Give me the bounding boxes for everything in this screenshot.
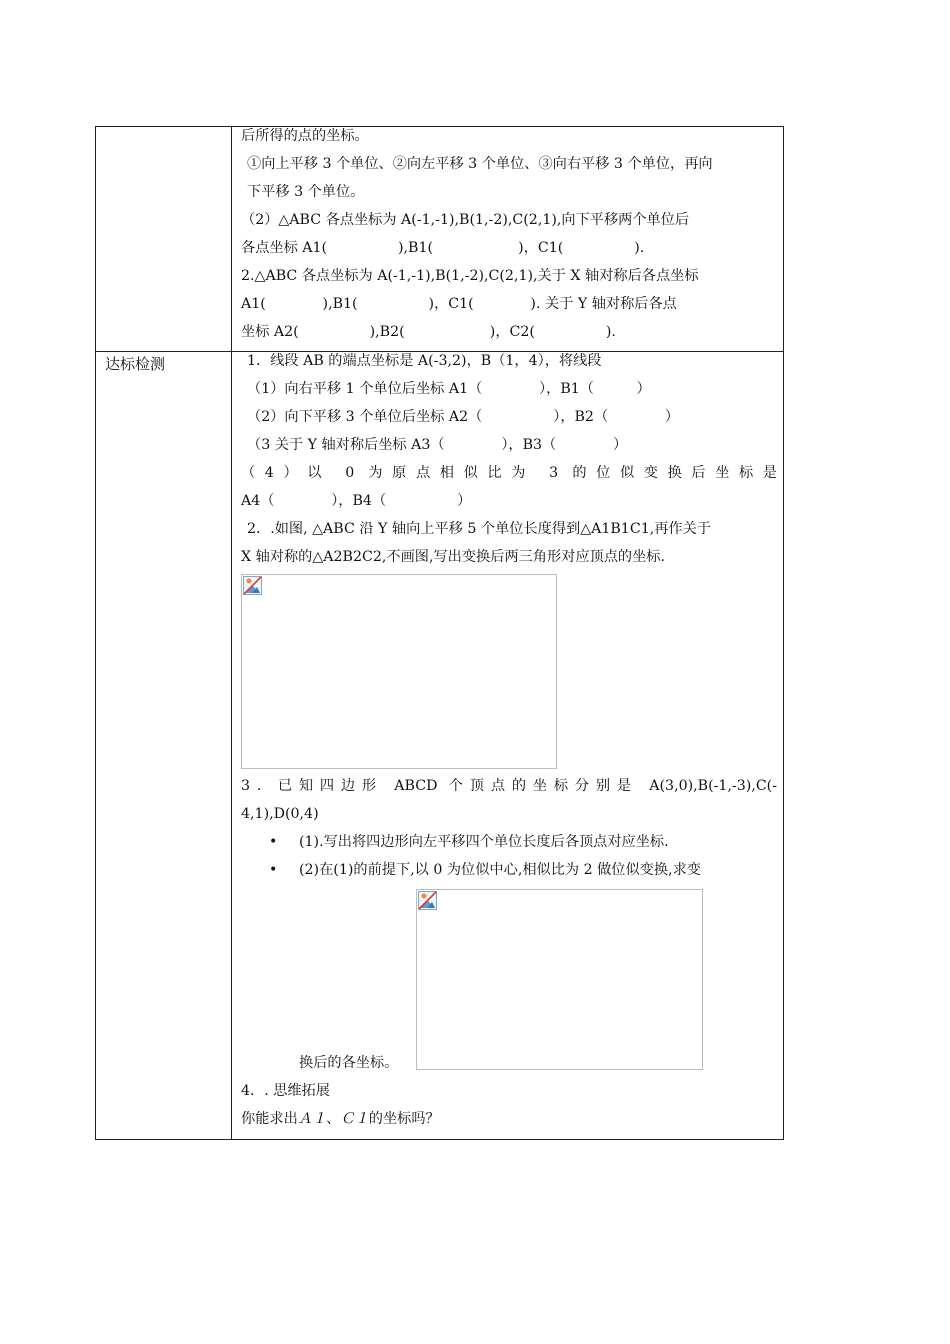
text-line: （2）△ABC 各点坐标为 A(-1,-1),B(1,-2),C(2,1),向下平移两个单位后 bbox=[241, 212, 690, 228]
text-line: A1( ),B1( )，C1( ). 关于 Y 轴对称后各点 bbox=[241, 296, 677, 312]
text-line: 2.△ABC 各点坐标为 A(-1,-1),B(1,-2),C(2,1),关于 X 轴对称后各点坐标 bbox=[241, 268, 699, 284]
question-4-title: 4．. 思维拓展 bbox=[241, 1083, 330, 1099]
question-1: 1．线段 AB 的端点坐标是 A(-3,2)，B（1，4），将线段 bbox=[247, 353, 602, 369]
top-cell-content bbox=[241, 122, 777, 346]
question-1-part-2: （2）向下平移 3 个单位后坐标 A2（ ），B2（ ） bbox=[247, 409, 680, 425]
bottom-cell-content bbox=[241, 347, 777, 571]
question-3-line-2: 4,1),D(0,4) bbox=[241, 806, 319, 822]
broken-image-icon bbox=[243, 576, 262, 595]
question-1-part-4-answer: A4（ ），B4（ ） bbox=[241, 493, 472, 509]
text-line: 各点坐标 A1( ),B1( )，C1( ). bbox=[241, 240, 645, 256]
question-4-prompt bbox=[241, 1105, 777, 1133]
question-3-part-2: (2)在(1)的前提下,以 0 为位似中心,相似比为 2 做位似变换,求变 bbox=[299, 862, 701, 878]
point-c1: Ｃ１ bbox=[340, 1111, 369, 1127]
question-1-part-3: （3 关于 Y 轴对称后坐标 A3（ ），B3（ ） bbox=[247, 437, 628, 453]
question-2-line-1: 2．.如图, △ABC 沿 Y 轴向上平移 5 个单位长度得到△A1B1C1,再作关于 bbox=[247, 521, 711, 537]
text-line: 坐标 A2( ),B2( )，C2( ). bbox=[241, 324, 616, 340]
bullet-marker: • bbox=[269, 834, 278, 850]
column-divider bbox=[231, 127, 232, 1139]
question-3-part-2-end: 换后的各坐标。 bbox=[299, 1055, 399, 1071]
figure-placeholder bbox=[241, 574, 557, 769]
question-2-line-2: X 轴对称的△A2B2C2,不画图,写出变换后两三角形对应顶点的坐标. bbox=[241, 549, 665, 565]
list-item bbox=[241, 856, 777, 884]
list-item bbox=[241, 828, 777, 856]
point-a1: Ａ１ bbox=[297, 1111, 327, 1127]
question-1-part-4: （4）以 0 为原点相似比为 3 的位似变换后坐标是 bbox=[241, 465, 777, 481]
question-1-part-1: （1）向右平移 1 个单位后坐标 A1（ ），B1（ ） bbox=[247, 381, 651, 397]
separator: 、 bbox=[326, 1111, 341, 1127]
bullet-marker: • bbox=[269, 862, 278, 878]
question-3-block bbox=[241, 772, 777, 884]
row-label-assessment: 达标检测 bbox=[105, 355, 166, 373]
broken-image-icon bbox=[418, 891, 437, 910]
figure-placeholder bbox=[416, 889, 703, 1070]
prompt-text: 的坐标吗？ bbox=[368, 1111, 440, 1127]
worksheet-table bbox=[95, 126, 784, 1140]
text-line: 后所得的点的坐标。 bbox=[241, 128, 369, 144]
question-3-tail-and-4 bbox=[241, 1049, 777, 1133]
text-line: 下平移 3 个单位。 bbox=[247, 184, 365, 200]
text-line: ①向上平移 3 个单位、②向左平移 3 个单位、③向右平移 3 个单位，再向 bbox=[247, 156, 713, 172]
question-3-line-1: 3．已知四边形 ABCD 个顶点的坐标分别是 A(3,0),B(-1,-3),C(- bbox=[241, 778, 777, 794]
prompt-text: 你能求出 bbox=[241, 1111, 298, 1127]
question-3-part-1: (1).写出将四边形向左平移四个单位长度后各顶点对应坐标. bbox=[299, 834, 669, 850]
